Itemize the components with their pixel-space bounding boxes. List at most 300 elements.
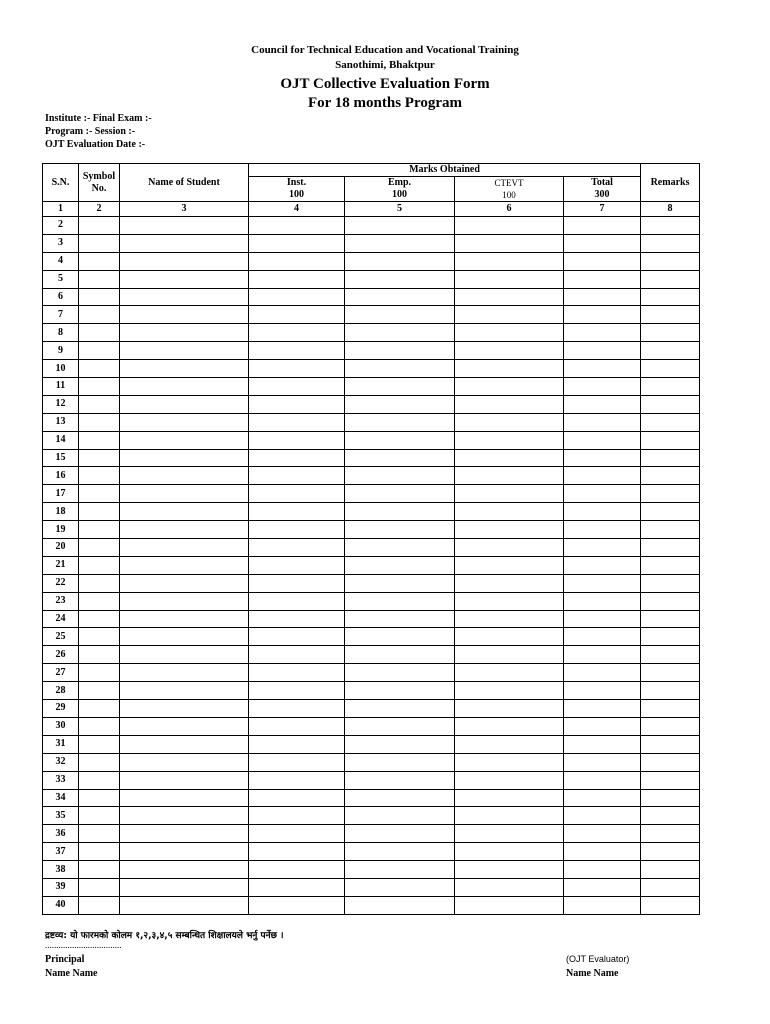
entry-cell[interactable]	[120, 378, 249, 396]
entry-cell[interactable]	[564, 789, 641, 807]
entry-cell[interactable]	[120, 288, 249, 306]
entry-cell[interactable]	[455, 789, 564, 807]
entry-cell[interactable]	[455, 700, 564, 718]
entry-cell[interactable]	[455, 324, 564, 342]
entry-cell[interactable]	[641, 324, 700, 342]
entry-cell[interactable]	[249, 217, 345, 235]
entry-cell[interactable]	[564, 413, 641, 431]
entry-cell[interactable]	[79, 467, 120, 485]
entry-cell[interactable]	[79, 735, 120, 753]
entry-cell[interactable]	[455, 610, 564, 628]
entry-cell[interactable]	[455, 735, 564, 753]
entry-cell[interactable]	[564, 467, 641, 485]
entry-cell[interactable]	[564, 449, 641, 467]
entry-cell[interactable]	[345, 771, 455, 789]
entry-cell[interactable]	[120, 682, 249, 700]
entry-cell[interactable]	[641, 896, 700, 914]
entry-cell[interactable]	[564, 521, 641, 539]
entry-cell[interactable]	[79, 771, 120, 789]
entry-cell[interactable]	[345, 843, 455, 861]
entry-cell[interactable]	[79, 306, 120, 324]
entry-cell[interactable]	[79, 878, 120, 896]
entry-cell[interactable]	[641, 610, 700, 628]
entry-cell[interactable]	[455, 378, 564, 396]
table-row	[43, 610, 700, 628]
entry-cell[interactable]	[455, 717, 564, 735]
sn-header: S.N.	[43, 164, 79, 202]
entry-cell[interactable]	[641, 503, 700, 521]
row-number: 10	[43, 360, 79, 378]
entry-cell[interactable]	[455, 861, 564, 879]
entry-cell[interactable]	[79, 360, 120, 378]
entry-cell[interactable]	[455, 217, 564, 235]
entry-cell[interactable]	[564, 717, 641, 735]
entry-cell[interactable]	[249, 378, 345, 396]
entry-cell[interactable]	[564, 610, 641, 628]
entry-cell[interactable]	[455, 753, 564, 771]
entry-cell[interactable]	[120, 825, 249, 843]
entry-cell[interactable]	[79, 556, 120, 574]
entry-cell[interactable]	[641, 485, 700, 503]
entry-cell[interactable]	[564, 664, 641, 682]
entry-cell[interactable]	[564, 234, 641, 252]
entry-cell[interactable]	[455, 413, 564, 431]
entry-cell[interactable]	[345, 288, 455, 306]
entry-cell[interactable]	[455, 646, 564, 664]
table-row	[43, 378, 700, 396]
entry-cell[interactable]	[455, 252, 564, 270]
entry-cell[interactable]	[564, 539, 641, 557]
entry-cell[interactable]	[79, 395, 120, 413]
entry-cell[interactable]	[79, 217, 120, 235]
entry-cell[interactable]	[120, 556, 249, 574]
entry-cell[interactable]	[120, 270, 249, 288]
entry-cell[interactable]	[641, 789, 700, 807]
entry-cell[interactable]	[79, 521, 120, 539]
entry-cell[interactable]	[455, 539, 564, 557]
entry-cell[interactable]	[641, 539, 700, 557]
entry-cell[interactable]	[455, 878, 564, 896]
entry-cell[interactable]	[455, 896, 564, 914]
entry-cell[interactable]	[345, 717, 455, 735]
entry-cell[interactable]	[249, 861, 345, 879]
entry-cell[interactable]	[249, 413, 345, 431]
entry-cell[interactable]	[641, 735, 700, 753]
entry-cell[interactable]	[641, 306, 700, 324]
entry-cell[interactable]	[120, 646, 249, 664]
entry-cell[interactable]	[455, 574, 564, 592]
entry-cell[interactable]	[120, 574, 249, 592]
entry-cell[interactable]	[249, 646, 345, 664]
entry-cell[interactable]	[641, 574, 700, 592]
entry-cell[interactable]	[79, 449, 120, 467]
table-row	[43, 735, 700, 753]
entry-cell[interactable]	[79, 789, 120, 807]
entry-cell[interactable]	[641, 288, 700, 306]
entry-cell[interactable]	[120, 252, 249, 270]
entry-cell[interactable]	[564, 252, 641, 270]
entry-cell[interactable]	[564, 342, 641, 360]
entry-cell[interactable]	[455, 503, 564, 521]
entry-cell[interactable]	[345, 449, 455, 467]
signature-line: ..................................	[45, 940, 122, 950]
entry-cell[interactable]	[345, 753, 455, 771]
entry-cell[interactable]	[455, 467, 564, 485]
entry-cell[interactable]	[345, 217, 455, 235]
entry-cell[interactable]	[79, 861, 120, 879]
entry-cell[interactable]	[79, 896, 120, 914]
entry-cell[interactable]	[641, 861, 700, 879]
entry-cell[interactable]	[455, 771, 564, 789]
entry-cell[interactable]	[249, 306, 345, 324]
entry-cell[interactable]	[120, 395, 249, 413]
entry-cell[interactable]	[120, 735, 249, 753]
entry-cell[interactable]	[120, 717, 249, 735]
entry-cell[interactable]	[564, 628, 641, 646]
entry-cell[interactable]	[564, 807, 641, 825]
entry-cell[interactable]	[345, 539, 455, 557]
entry-cell[interactable]	[641, 878, 700, 896]
entry-cell[interactable]	[345, 592, 455, 610]
entry-cell[interactable]	[564, 735, 641, 753]
entry-cell[interactable]	[249, 270, 345, 288]
entry-cell[interactable]	[120, 807, 249, 825]
entry-cell[interactable]	[120, 431, 249, 449]
table-row	[43, 825, 700, 843]
entry-cell[interactable]	[641, 753, 700, 771]
entry-cell[interactable]	[120, 628, 249, 646]
entry-cell[interactable]	[79, 682, 120, 700]
row-number: 6	[43, 288, 79, 306]
evaluation-date-line: OJT Evaluation Date :-	[45, 139, 146, 150]
entry-cell[interactable]	[564, 646, 641, 664]
entry-cell[interactable]	[79, 807, 120, 825]
entry-cell[interactable]	[79, 234, 120, 252]
entry-cell[interactable]	[564, 395, 641, 413]
row-number: 18	[43, 503, 79, 521]
entry-cell[interactable]	[564, 843, 641, 861]
entry-cell[interactable]	[564, 896, 641, 914]
entry-cell[interactable]	[79, 700, 120, 718]
entry-cell[interactable]	[641, 700, 700, 718]
entry-cell[interactable]	[641, 556, 700, 574]
entry-cell[interactable]	[79, 324, 120, 342]
entry-cell[interactable]	[641, 467, 700, 485]
entry-cell[interactable]	[455, 807, 564, 825]
entry-cell[interactable]	[79, 252, 120, 270]
entry-cell[interactable]	[641, 646, 700, 664]
entry-cell[interactable]	[641, 771, 700, 789]
row-number: 34	[43, 789, 79, 807]
entry-cell[interactable]	[455, 431, 564, 449]
entry-cell[interactable]	[641, 395, 700, 413]
entry-cell[interactable]	[345, 395, 455, 413]
entry-cell[interactable]	[345, 861, 455, 879]
row-number: 25	[43, 628, 79, 646]
entry-cell[interactable]	[249, 431, 345, 449]
entry-cell[interactable]	[249, 807, 345, 825]
entry-cell[interactable]	[120, 360, 249, 378]
entry-cell[interactable]	[120, 449, 249, 467]
entry-cell[interactable]	[345, 306, 455, 324]
entry-cell[interactable]	[120, 539, 249, 557]
entry-cell[interactable]	[79, 753, 120, 771]
entry-cell[interactable]	[249, 682, 345, 700]
entry-cell[interactable]	[249, 485, 345, 503]
entry-cell[interactable]	[564, 825, 641, 843]
entry-cell[interactable]	[120, 753, 249, 771]
entry-cell[interactable]	[641, 628, 700, 646]
entry-cell[interactable]	[564, 700, 641, 718]
entry-cell[interactable]	[345, 342, 455, 360]
entry-cell[interactable]	[120, 485, 249, 503]
principal-label: Principal	[45, 954, 85, 965]
entry-cell[interactable]	[455, 395, 564, 413]
entry-cell[interactable]	[249, 878, 345, 896]
table-row	[43, 807, 700, 825]
entry-cell[interactable]	[564, 574, 641, 592]
entry-cell[interactable]	[345, 574, 455, 592]
entry-cell[interactable]	[249, 556, 345, 574]
entry-cell[interactable]	[79, 539, 120, 557]
entry-cell[interactable]	[345, 378, 455, 396]
entry-cell[interactable]	[641, 270, 700, 288]
entry-cell[interactable]	[455, 628, 564, 646]
entry-cell[interactable]	[79, 610, 120, 628]
entry-cell[interactable]	[455, 270, 564, 288]
entry-cell[interactable]	[641, 592, 700, 610]
entry-cell[interactable]	[641, 664, 700, 682]
entry-cell[interactable]	[249, 753, 345, 771]
entry-cell[interactable]	[455, 342, 564, 360]
entry-cell[interactable]	[120, 789, 249, 807]
entry-cell[interactable]	[564, 771, 641, 789]
entry-cell[interactable]	[79, 413, 120, 431]
entry-cell[interactable]	[345, 270, 455, 288]
entry-cell[interactable]	[564, 682, 641, 700]
entry-cell[interactable]	[455, 825, 564, 843]
entry-cell[interactable]	[641, 342, 700, 360]
entry-cell[interactable]	[249, 574, 345, 592]
entry-cell[interactable]	[345, 789, 455, 807]
entry-cell[interactable]	[249, 360, 345, 378]
entry-cell[interactable]	[455, 843, 564, 861]
entry-cell[interactable]	[455, 234, 564, 252]
entry-cell[interactable]	[120, 467, 249, 485]
entry-cell[interactable]	[564, 503, 641, 521]
entry-cell[interactable]	[120, 503, 249, 521]
entry-cell[interactable]	[345, 467, 455, 485]
entry-cell[interactable]	[345, 878, 455, 896]
entry-cell[interactable]	[249, 717, 345, 735]
entry-cell[interactable]	[79, 378, 120, 396]
entry-cell[interactable]	[564, 592, 641, 610]
entry-cell[interactable]	[79, 592, 120, 610]
entry-cell[interactable]	[79, 503, 120, 521]
entry-cell[interactable]	[249, 503, 345, 521]
entry-cell[interactable]	[79, 342, 120, 360]
table-row	[43, 306, 700, 324]
entry-cell[interactable]	[120, 610, 249, 628]
entry-cell[interactable]	[120, 700, 249, 718]
entry-cell[interactable]	[120, 592, 249, 610]
entry-cell[interactable]	[120, 521, 249, 539]
entry-cell[interactable]	[345, 682, 455, 700]
entry-cell[interactable]	[120, 234, 249, 252]
entry-cell[interactable]	[345, 896, 455, 914]
entry-cell[interactable]	[249, 843, 345, 861]
row-number: 31	[43, 735, 79, 753]
entry-cell[interactable]	[345, 413, 455, 431]
entry-cell[interactable]	[249, 735, 345, 753]
entry-cell[interactable]	[249, 234, 345, 252]
entry-cell[interactable]	[641, 717, 700, 735]
entry-cell[interactable]	[249, 324, 345, 342]
entry-cell[interactable]	[345, 234, 455, 252]
row-number: 9	[43, 342, 79, 360]
col-number: 3	[120, 202, 249, 217]
entry-cell[interactable]	[79, 628, 120, 646]
entry-cell[interactable]	[641, 807, 700, 825]
entry-cell[interactable]	[641, 843, 700, 861]
entry-cell[interactable]	[249, 521, 345, 539]
entry-cell[interactable]	[455, 449, 564, 467]
entry-cell[interactable]	[564, 378, 641, 396]
entry-cell[interactable]	[79, 825, 120, 843]
entry-cell[interactable]	[345, 610, 455, 628]
entry-cell[interactable]	[79, 843, 120, 861]
entry-cell[interactable]	[641, 217, 700, 235]
row-number: 21	[43, 556, 79, 574]
entry-cell[interactable]	[345, 646, 455, 664]
entry-cell[interactable]	[345, 700, 455, 718]
entry-cell[interactable]	[120, 217, 249, 235]
entry-cell[interactable]	[79, 717, 120, 735]
entry-cell[interactable]	[249, 771, 345, 789]
entry-cell[interactable]	[249, 664, 345, 682]
entry-cell[interactable]	[345, 628, 455, 646]
entry-cell[interactable]	[345, 485, 455, 503]
entry-cell[interactable]	[564, 217, 641, 235]
row-number: 28	[43, 682, 79, 700]
entry-cell[interactable]	[345, 431, 455, 449]
entry-cell[interactable]	[564, 861, 641, 879]
entry-cell[interactable]	[564, 485, 641, 503]
entry-cell[interactable]	[120, 413, 249, 431]
entry-cell[interactable]	[345, 360, 455, 378]
entry-cell[interactable]	[120, 324, 249, 342]
entry-cell[interactable]	[345, 825, 455, 843]
entry-cell[interactable]	[455, 485, 564, 503]
entry-cell[interactable]	[564, 431, 641, 449]
entry-cell[interactable]	[455, 556, 564, 574]
table-row	[43, 556, 700, 574]
entry-cell[interactable]	[249, 252, 345, 270]
entry-cell[interactable]	[455, 592, 564, 610]
entry-cell[interactable]	[249, 825, 345, 843]
entry-cell[interactable]	[249, 896, 345, 914]
entry-cell[interactable]	[564, 878, 641, 896]
entry-cell[interactable]	[641, 825, 700, 843]
entry-cell[interactable]	[79, 485, 120, 503]
entry-cell[interactable]	[249, 395, 345, 413]
entry-cell[interactable]	[345, 807, 455, 825]
entry-cell[interactable]	[641, 360, 700, 378]
row-number: 36	[43, 825, 79, 843]
entry-cell[interactable]	[79, 270, 120, 288]
entry-cell[interactable]	[641, 521, 700, 539]
form-title: OJT Collective Evaluation Form	[280, 76, 490, 92]
entry-cell[interactable]	[641, 378, 700, 396]
entry-cell[interactable]	[120, 306, 249, 324]
entry-cell[interactable]	[249, 700, 345, 718]
entry-cell[interactable]	[345, 556, 455, 574]
entry-cell[interactable]	[120, 843, 249, 861]
entry-cell[interactable]	[120, 771, 249, 789]
entry-cell[interactable]	[345, 324, 455, 342]
entry-cell[interactable]	[345, 735, 455, 753]
entry-cell[interactable]	[345, 521, 455, 539]
table-row	[43, 646, 700, 664]
entry-cell[interactable]	[641, 682, 700, 700]
entry-cell[interactable]	[455, 664, 564, 682]
evaluation-table	[42, 163, 700, 915]
entry-cell[interactable]	[79, 574, 120, 592]
entry-cell[interactable]	[120, 664, 249, 682]
entry-cell[interactable]	[641, 431, 700, 449]
entry-cell[interactable]	[79, 664, 120, 682]
entry-cell[interactable]	[564, 288, 641, 306]
entry-cell[interactable]	[249, 592, 345, 610]
entry-cell[interactable]	[564, 306, 641, 324]
table-row	[43, 700, 700, 718]
entry-cell[interactable]	[79, 431, 120, 449]
entry-cell[interactable]	[564, 753, 641, 771]
entry-cell[interactable]	[79, 288, 120, 306]
entry-cell[interactable]	[641, 449, 700, 467]
entry-cell[interactable]	[345, 664, 455, 682]
entry-cell[interactable]	[641, 413, 700, 431]
entry-cell[interactable]	[641, 252, 700, 270]
entry-cell[interactable]	[345, 503, 455, 521]
entry-cell[interactable]	[564, 324, 641, 342]
entry-cell[interactable]	[249, 539, 345, 557]
entry-cell[interactable]	[249, 449, 345, 467]
entry-cell[interactable]	[455, 682, 564, 700]
entry-cell[interactable]	[564, 360, 641, 378]
entry-cell[interactable]	[249, 342, 345, 360]
entry-cell[interactable]	[120, 878, 249, 896]
entry-cell[interactable]	[249, 789, 345, 807]
entry-cell[interactable]	[641, 234, 700, 252]
entry-cell[interactable]	[249, 467, 345, 485]
entry-cell[interactable]	[249, 628, 345, 646]
entry-cell[interactable]	[249, 288, 345, 306]
entry-cell[interactable]	[564, 270, 641, 288]
entry-cell[interactable]	[455, 521, 564, 539]
entry-cell[interactable]	[455, 360, 564, 378]
entry-cell[interactable]	[345, 252, 455, 270]
entry-cell[interactable]	[455, 306, 564, 324]
entry-cell[interactable]	[564, 556, 641, 574]
entry-cell[interactable]	[79, 646, 120, 664]
entry-cell[interactable]	[455, 288, 564, 306]
entry-cell[interactable]	[120, 342, 249, 360]
entry-cell[interactable]	[120, 861, 249, 879]
table-row	[43, 664, 700, 682]
entry-cell[interactable]	[249, 610, 345, 628]
entry-cell[interactable]	[120, 896, 249, 914]
